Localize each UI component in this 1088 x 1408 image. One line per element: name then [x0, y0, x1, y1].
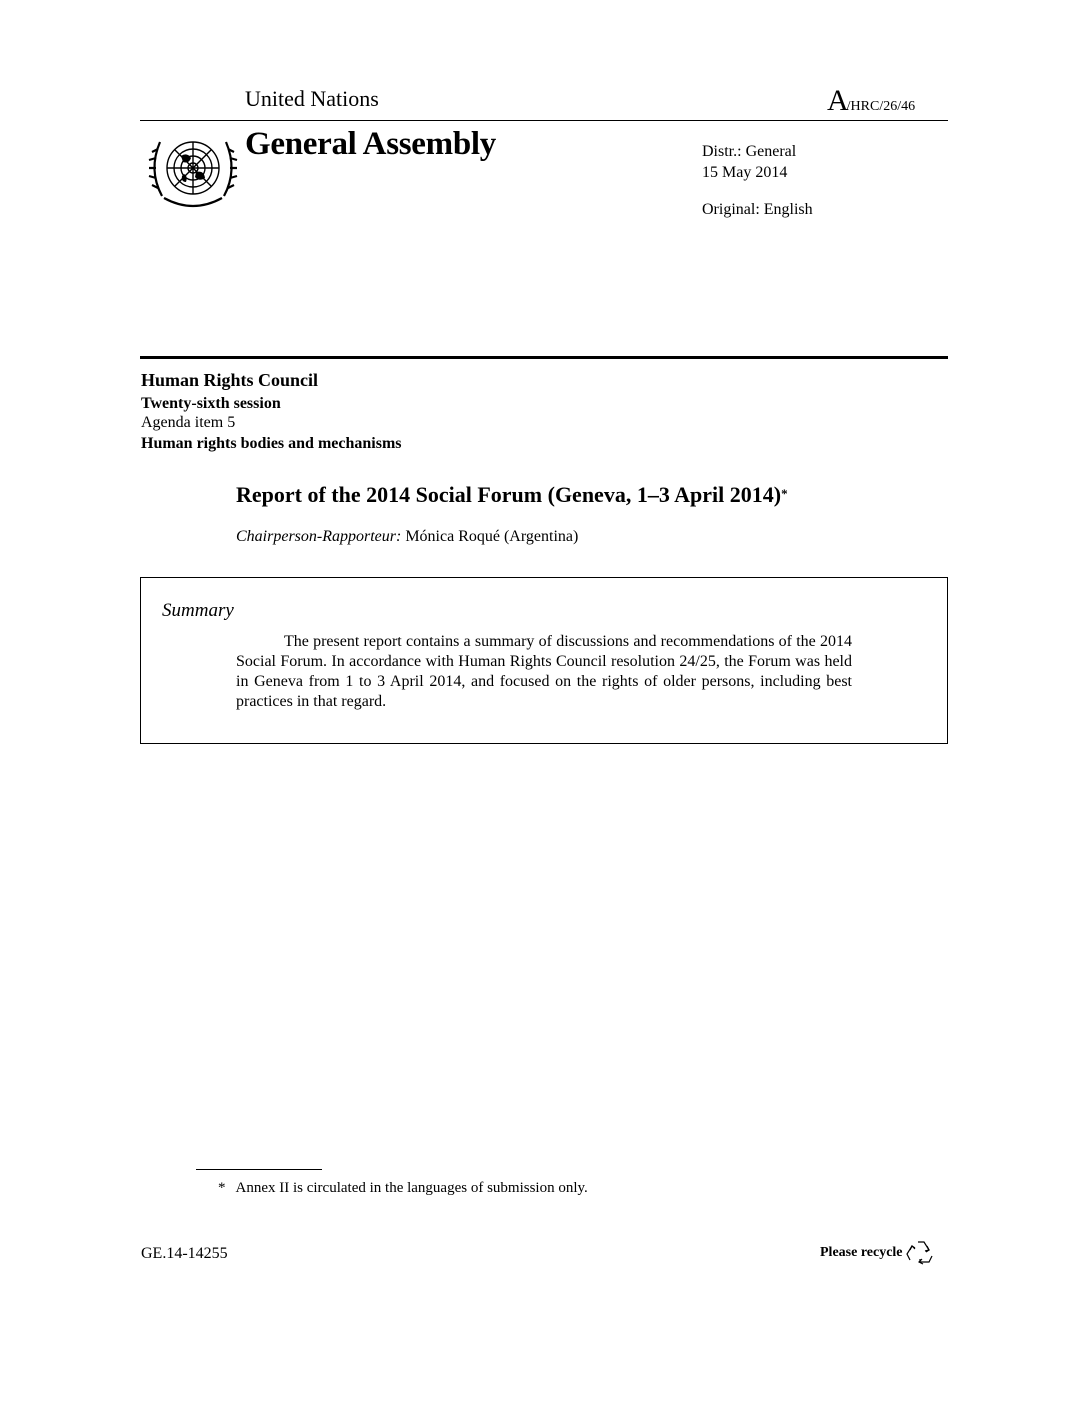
footnote [218, 1180, 588, 1197]
symbol-prefix: A [827, 84, 847, 117]
recycle-text: Please recycle [820, 1245, 903, 1260]
symbol-rest: /HRC/26/46 [846, 99, 916, 114]
agenda-item-title: Human rights bodies and mechanisms [141, 435, 402, 452]
organ-title: General Assembly [245, 126, 496, 162]
organization-name: United Nations [245, 86, 379, 111]
footnote-text: Annex II is circulated in the languages of submission only. [235, 1180, 588, 1196]
un-emblem-icon [144, 126, 242, 212]
chairperson-line [236, 528, 578, 546]
distribution-label: Distr.: General [702, 143, 797, 160]
section-rule [140, 356, 948, 359]
distribution-info [702, 141, 796, 183]
footnote-rule [196, 1169, 322, 1170]
session-name: Twenty-sixth session [141, 395, 281, 412]
chair-name: Mónica Roqué (Argentina) [401, 528, 579, 545]
recycle-icon [905, 1238, 937, 1268]
header-rule [140, 120, 948, 121]
footnote-mark: * [218, 1180, 226, 1196]
issue-date: 15 May 2014 [702, 164, 788, 181]
report-title-text: Report of the 2014 Social Forum (Geneva, 1–3 April 2014) [236, 482, 782, 507]
document-number: GE.14-14255 [141, 1245, 228, 1262]
summary-text: The present report contains a summary of discussions and recommendations of the 2014 Social Forum. In accordance with Human Rights Council resolution 24/25, the Forum was held in Geneva from 1 to 3 April 2014, and focused on the rights of older persons, including best practices in that regard. [236, 633, 852, 710]
document-symbol [827, 84, 915, 118]
report-title-footnote-mark: * [781, 486, 788, 501]
chair-role: Chairperson-Rapporteur: [236, 528, 402, 545]
council-name: Human Rights Council [141, 370, 319, 390]
original-language: Original: English [702, 201, 813, 218]
report-title [236, 482, 788, 508]
agenda-item: Agenda item 5 [141, 414, 236, 431]
summary-heading: Summary [162, 600, 234, 621]
recycle-notice [820, 1238, 937, 1268]
